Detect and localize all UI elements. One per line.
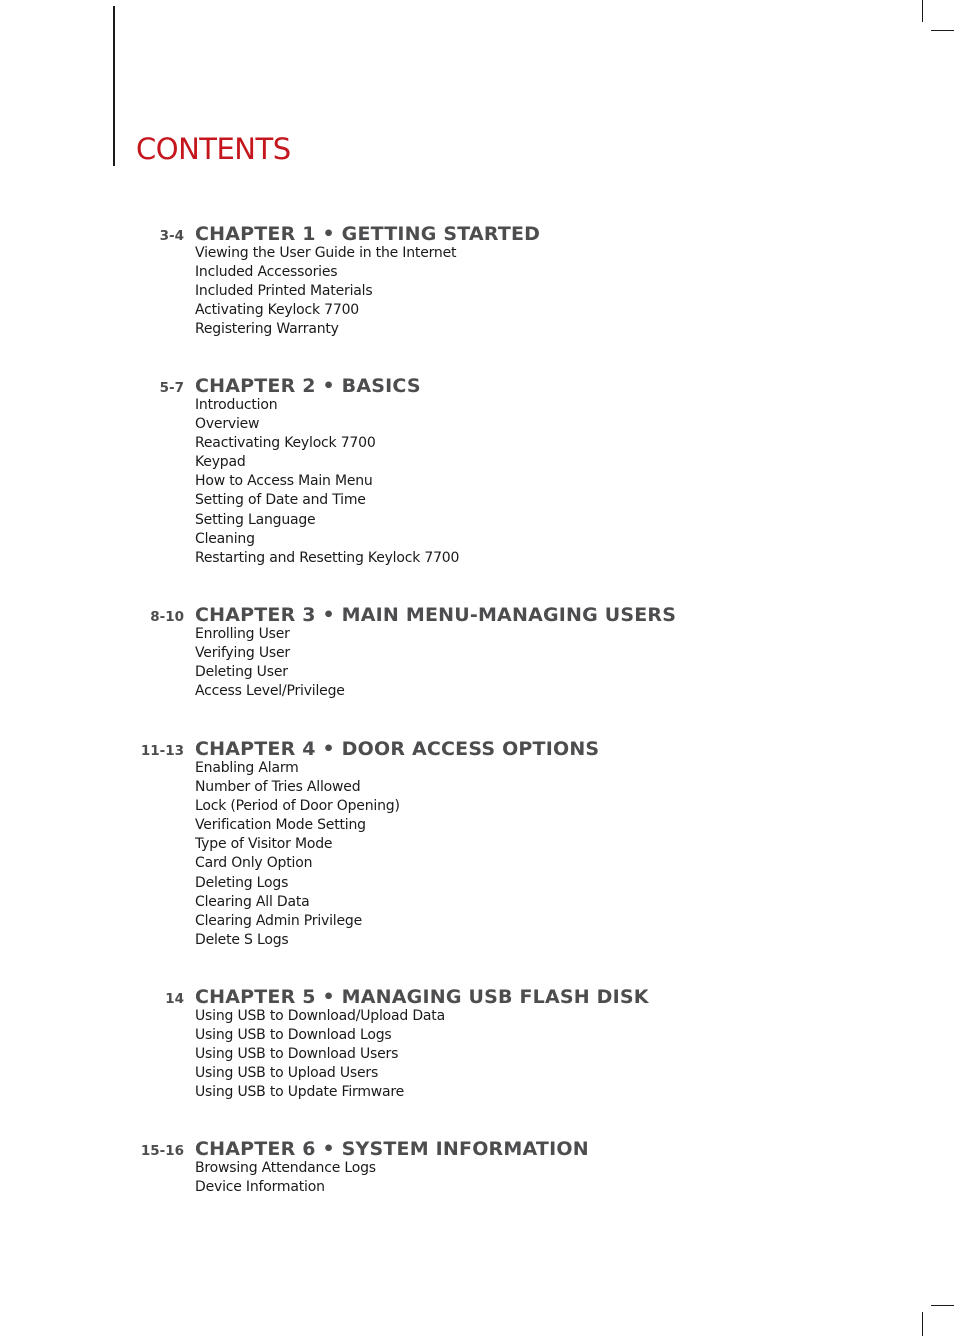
toc-entry: Lock (Period of Door Opening) [195,798,400,815]
toc-entry: Browsing Attendance Logs [195,1160,376,1176]
toc-entry: Included Accessories [195,264,338,281]
toc-entry: Verification Mode Setting [195,817,366,834]
left-margin-rule [113,6,115,166]
toc-entry: Activating Keylock 7700 [195,302,359,319]
toc-entry: Verifying User [195,645,290,662]
toc-entry: Using USB to Download Users [195,1046,399,1063]
crop-mark-bottom-right-horizontal [931,1305,954,1306]
toc-entry: Reactivating Keylock 7700 [195,435,376,452]
chapter-topic-list [195,1007,445,1102]
toc-entry: Clearing All Data [195,893,310,910]
toc-entry: Registering Warranty [195,321,339,338]
chapter-page-range: 3-4 [159,228,184,244]
toc-entry: Number of Tries Allowed [195,779,361,796]
chapter-page-range: 14 [165,991,184,1007]
chapter-topic-list [195,625,345,701]
chapter-topic-list [195,1159,376,1197]
chapter-page-range: 5-7 [159,380,184,396]
toc-entry: Included Printed Materials [195,283,373,300]
crop-mark-top-right-horizontal [931,30,954,31]
toc-entry: Using USB to Download Logs [195,1027,392,1044]
chapter-heading: CHAPTER 6 • SYSTEM INFORMATION [195,1138,589,1160]
toc-entry: Clearing Admin Privilege [195,912,363,929]
chapter-topic-list [195,244,456,339]
chapter-heading: CHAPTER 3 • MAIN MENU-MANAGING USERS [195,604,677,626]
chapter-heading: CHAPTER 5 • MANAGING USB FLASH DISK [195,986,649,1008]
toc-entry: Device Information [195,1179,325,1196]
toc-entry: Type of Visitor Mode [195,836,333,853]
toc-entry: Using USB to Download/Upload Data [195,1008,445,1024]
toc-entry: Setting Language [195,511,316,528]
toc-entry: Using USB to Upload Users [195,1065,379,1082]
toc-entry: Keypad [195,454,246,471]
toc-entry: Setting of Date and Time [195,492,366,509]
toc-entry: Overview [195,416,260,433]
chapter-heading: CHAPTER 4 • DOOR ACCESS OPTIONS [195,738,600,760]
chapter-page-range: 8-10 [150,609,184,625]
toc-entry: Access Level/Privilege [195,683,345,700]
page-title: CONTENTS [136,132,291,166]
toc-entry: How to Access Main Menu [195,473,373,490]
toc-entry: Card Only Option [195,855,313,872]
toc-entry: Enrolling User [195,626,290,642]
toc-entry: Restarting and Resetting Keylock 7700 [195,549,460,566]
chapter-page-range: 15-16 [140,1143,184,1159]
toc-entry: Delete S Logs [195,931,289,948]
chapter-topic-list [195,396,459,568]
chapter-heading: CHAPTER 2 • BASICS [195,375,421,397]
chapter-page-range: 11-13 [140,743,184,759]
toc-entry: Enabling Alarm [195,760,299,776]
crop-mark-bottom-right-vertical [922,1312,923,1336]
toc-entry: Using USB to Update Firmware [195,1084,405,1101]
chapter-heading: CHAPTER 1 • GETTING STARTED [195,223,541,245]
crop-mark-top-right-vertical [922,0,923,22]
toc-entry: Introduction [195,397,278,413]
toc-entry: Deleting User [195,664,288,681]
toc-entry: Viewing the User Guide in the Internet [195,245,457,261]
chapter-topic-list [195,759,400,950]
toc-entry: Cleaning [195,530,255,547]
toc-entry: Deleting Logs [195,874,289,891]
